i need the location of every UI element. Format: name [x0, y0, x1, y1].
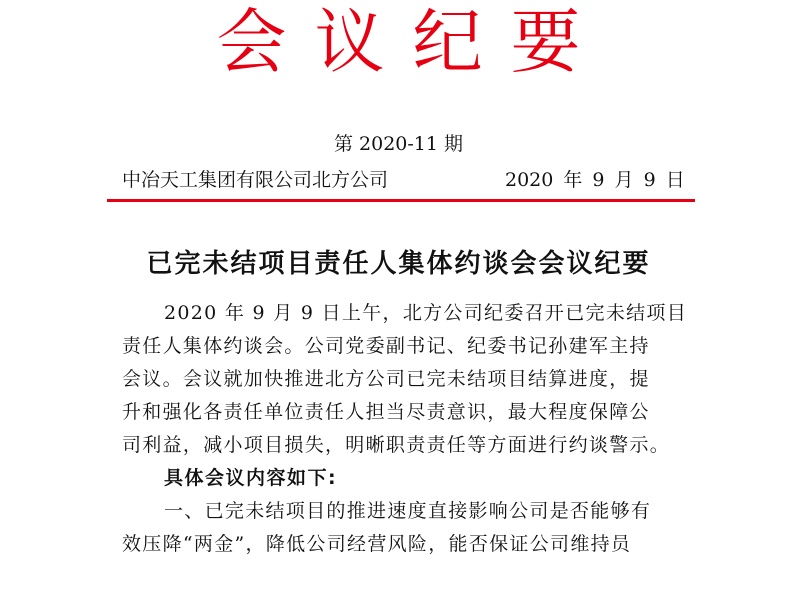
- document-body: [122, 297, 688, 561]
- paragraph-line: 效压降“两金”，降低公司经营风险，能否保证公司维持员: [122, 533, 632, 555]
- issue-date: 2020 年 9 月 9 日: [505, 169, 685, 191]
- red-divider-line: [107, 199, 695, 202]
- paragraph-line: 2020 年 9 月 9 日上午，北方公司纪委召开已完未结项目: [164, 302, 688, 324]
- paragraph-line: 会议。会议就加快推进北方公司已完未结项目结算进度，提: [122, 368, 650, 390]
- paragraph-line: 升和强化各责任单位责任人担当尽责意识，最大程度保障公: [122, 401, 650, 423]
- issuing-organization: 中冶天工集团有限公司北方公司: [122, 169, 389, 191]
- document-title: 已完未结项目责任人集体约谈会会议纪要: [146, 249, 651, 279]
- paragraph-line: 一、已完未结项目的推进速度直接影响公司是否能够有: [164, 500, 652, 522]
- paragraph-line: 司利益，减小项目损失，明晰职责责任等方面进行约谈警示。: [122, 434, 671, 456]
- paragraph-line: 责任人集体约谈会。公司党委副书记、纪委书记孙建军主持: [122, 335, 650, 357]
- section-heading: 具体会议内容如下:: [164, 467, 338, 489]
- issue-number: 第 2020-11 期: [333, 133, 464, 155]
- red-header-title: 会议纪要: [216, 1, 609, 83]
